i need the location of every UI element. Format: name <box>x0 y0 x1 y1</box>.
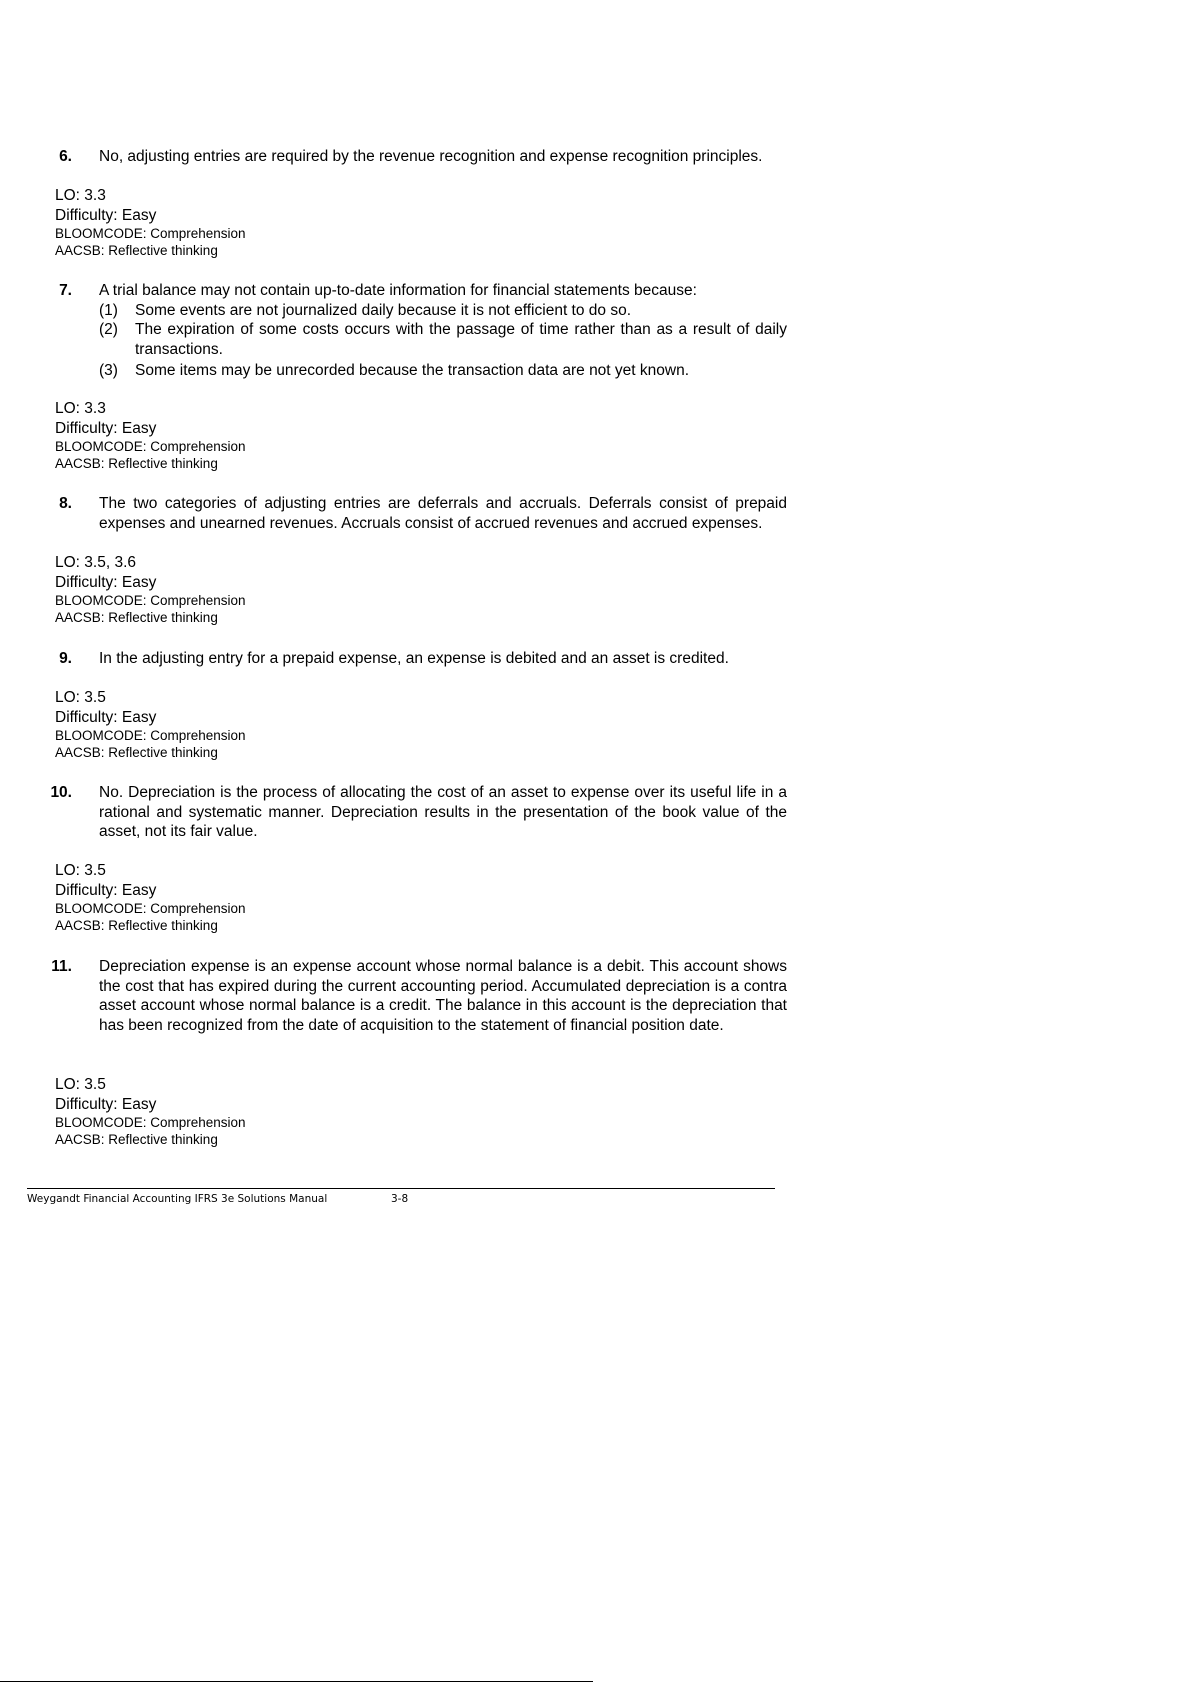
bloom-code: BLOOMCODE: Comprehension <box>55 901 246 916</box>
learning-objective: LO: 3.5, 3.6 <box>55 554 136 571</box>
question-answer: No, adjusting entries are required by the revenue recognition and expense recognition principles. <box>99 148 763 165</box>
question-8 <box>27 494 787 533</box>
bloom-code: BLOOMCODE: Comprehension <box>55 593 246 608</box>
difficulty: Difficulty: Easy <box>55 573 157 591</box>
question-number: 8. <box>59 495 72 512</box>
learning-objective: LO: 3.3 <box>55 187 106 204</box>
bottom-divider <box>0 1681 593 1682</box>
question-11 <box>27 957 787 1035</box>
question-number: 11. <box>51 958 72 975</box>
question-answer: No. Depreciation is the process of allocating the cost of an asset to expense over its useful life in a rational and systematic manner. Depreciation results in the presentation of the book value of the asset, not its fair value. <box>99 784 787 840</box>
list-item-text: Some events are not journalized daily because it is not efficient to do so. <box>135 301 632 319</box>
question-6-metadata <box>55 186 246 259</box>
reason-list <box>99 301 787 381</box>
question-answer: The two categories of adjusting entries are deferrals and accruals. Deferrals consist of prepaid expenses and unearned revenues. Accruals consist of accrued revenues and accrued expenses. <box>99 495 787 532</box>
aacsb: AACSB: Reflective thinking <box>55 610 218 625</box>
list-item <box>99 361 787 381</box>
difficulty: Difficulty: Easy <box>55 881 157 899</box>
aacsb: AACSB: Reflective thinking <box>55 1132 218 1147</box>
difficulty: Difficulty: Easy <box>55 419 157 437</box>
question-number: 10. <box>50 784 72 801</box>
page-footer <box>27 1192 409 1206</box>
question-number: 7. <box>59 282 72 299</box>
learning-objective: LO: 3.3 <box>55 400 106 417</box>
difficulty: Difficulty: Easy <box>55 206 157 224</box>
question-10-metadata <box>55 861 246 934</box>
list-item-label: (1) <box>99 301 118 319</box>
difficulty: Difficulty: Easy <box>55 708 157 726</box>
bloom-code: BLOOMCODE: Comprehension <box>55 728 246 743</box>
aacsb: AACSB: Reflective thinking <box>55 745 218 760</box>
list-item-label: (3) <box>99 362 118 379</box>
learning-objective: LO: 3.5 <box>55 689 106 706</box>
aacsb: AACSB: Reflective thinking <box>55 243 218 258</box>
list-item-label: (2) <box>99 321 118 338</box>
question-6 <box>27 147 787 167</box>
question-answer: In the adjusting entry for a prepaid expense, an expense is debited and an asset is credited. <box>99 650 729 667</box>
aacsb: AACSB: Reflective thinking <box>55 456 218 471</box>
question-answer: A trial balance may not contain up-to-date information for financial statements because: <box>99 282 697 299</box>
learning-objective: LO: 3.5 <box>55 862 106 879</box>
list-item-text: The expiration of some costs occurs with the passage of time rather than as a result of daily transactions. <box>135 321 787 358</box>
bloom-code: BLOOMCODE: Comprehension <box>55 439 246 454</box>
question-7-metadata <box>55 399 246 472</box>
aacsb: AACSB: Reflective thinking <box>55 918 218 933</box>
question-10 <box>27 783 787 842</box>
question-9 <box>27 649 787 669</box>
learning-objective: LO: 3.5 <box>55 1076 106 1093</box>
question-9-metadata <box>55 688 246 761</box>
question-11-metadata <box>55 1075 246 1148</box>
bloom-code: BLOOMCODE: Comprehension <box>55 226 246 241</box>
list-item <box>99 320 787 359</box>
question-7 <box>27 281 787 381</box>
list-item <box>99 301 787 321</box>
question-number: 9. <box>59 650 72 667</box>
question-answer: Depreciation expense is an expense account whose normal balance is a debit. This account shows the cost that has expired during the current accounting period. Accumulated depreciation is a contra asset account whose normal balance is a credit. The balance in this account is the depreciation that has been recognized from the date of acquisition to the statement of financial position date. <box>99 958 787 1034</box>
page-number: 3-8 <box>391 1193 409 1205</box>
bloom-code: BLOOMCODE: Comprehension <box>55 1115 246 1130</box>
footer-title: Weygandt Financial Accounting IFRS 3e Solutions Manual <box>27 1193 328 1205</box>
footer-divider <box>27 1188 775 1189</box>
list-item-text: Some items may be unrecorded because the transaction data are not yet known. <box>135 362 690 379</box>
question-number: 6. <box>59 148 72 165</box>
question-8-metadata <box>55 553 246 626</box>
difficulty: Difficulty: Easy <box>55 1095 157 1113</box>
